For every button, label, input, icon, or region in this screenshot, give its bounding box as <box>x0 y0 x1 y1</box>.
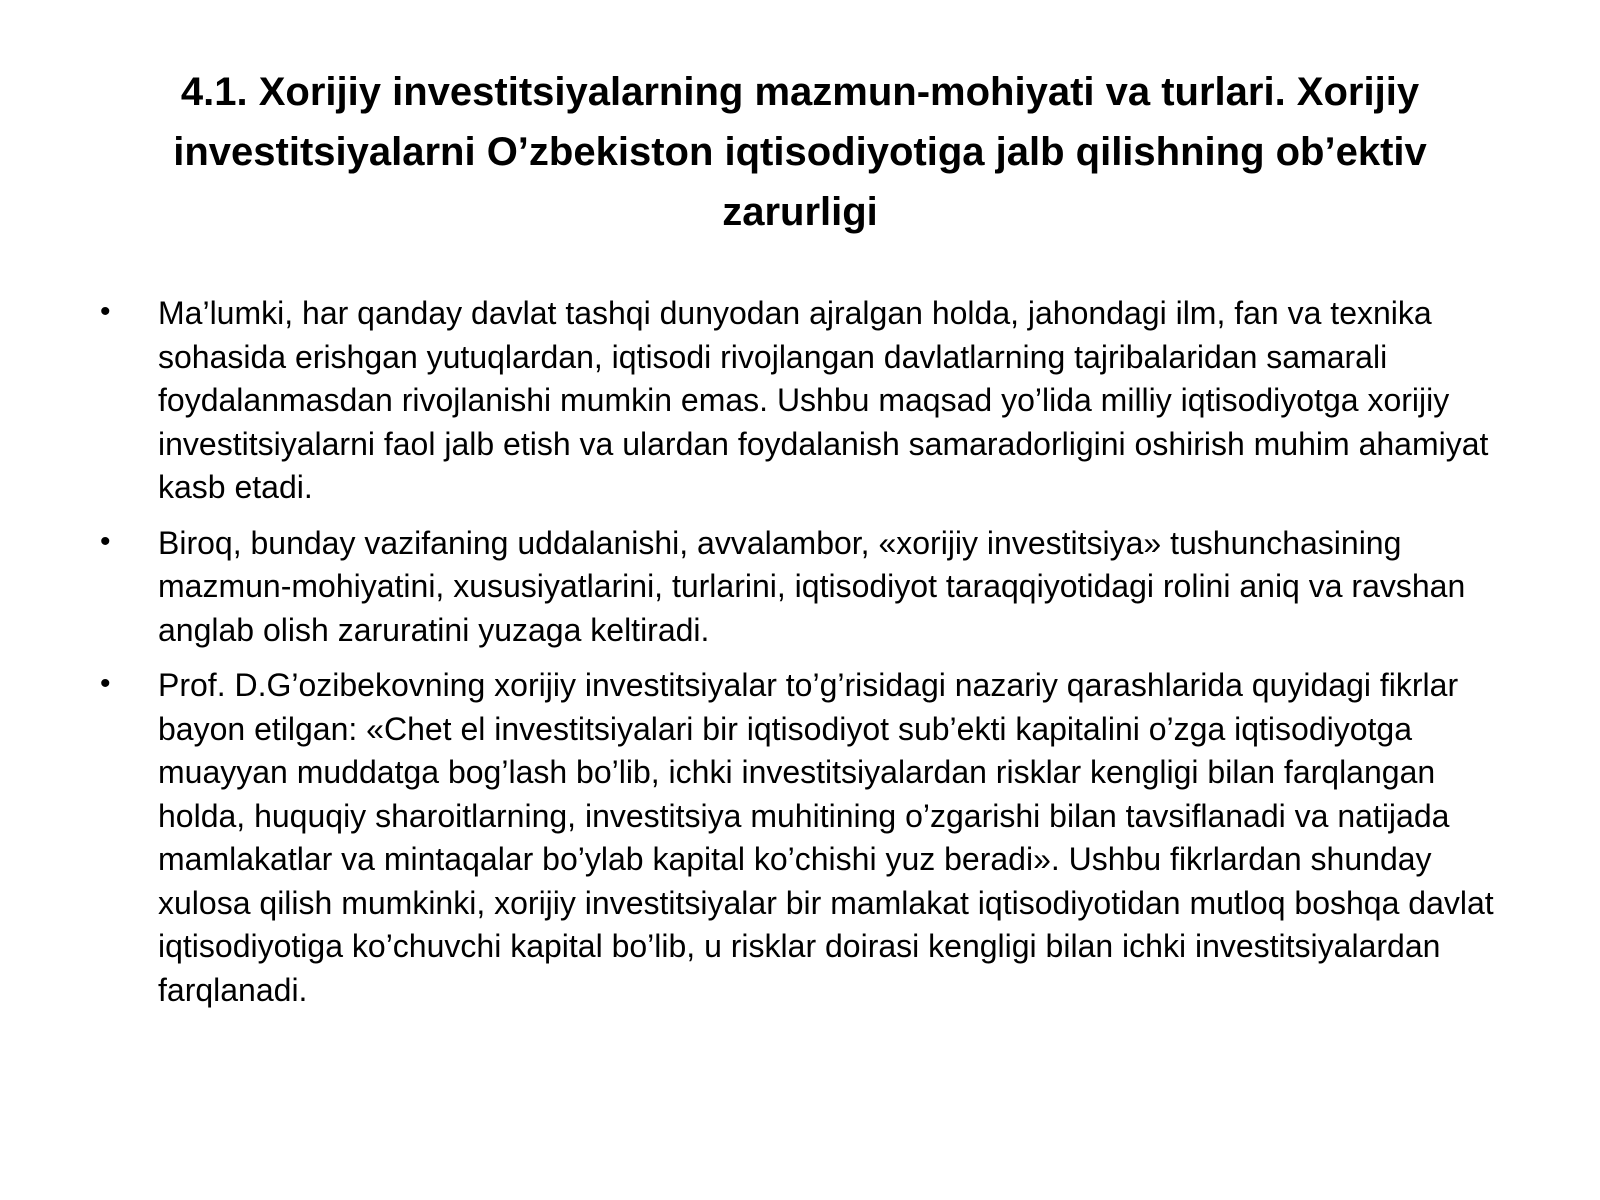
bullet-dot-icon: • <box>100 295 111 328</box>
bullet-item <box>100 292 1520 510</box>
bullet-text: Prof. D.G’ozibekovning xorijiy investitsiyalar to’g’risidagi nazariy qarashlarida quyidagi fikrlar bayon etilgan: «Chet el investitsiyalari bir iqtisodiyot sub’ekti kapitalini o’zga iqtisodiyotga muayyan muddatga bog’lash bo’lib, ichki investitsiyalardan risklar kengligi bilan farqlangan holda, huquqiy sharoitlarning, investitsiya muhitining o’zgarishi bilan tavsiflanadi va natijada mamlakatlar va mintaqalar bo’ylab kapital ko’chishi yuz beradi». Ushbu fikrlardan shunday xulosa qilish mumkinki, xorijiy investitsiyalar bir mamlakat iqtisodiyotidan mutloq boshqa davlat iqtisodiyotiga ko’chuvchi kapital bo’lib, u risklar doirasi kengligi bilan ichki investitsiyalardan farqlanadi. <box>158 667 1494 1008</box>
bullet-dot-icon: • <box>100 667 111 700</box>
slide-title: 4.1. Xorijiy investitsiyalarning mazmun-mohiyati va turlari. Xorijiy investitsiyalarni O’zbekiston iqtisodiyotiga jalb qilishning ob’ektiv zarurligi <box>173 70 1427 234</box>
bullet-list <box>100 292 1520 1024</box>
bullet-text: Ma’lumki, har qanday davlat tashqi dunyodan ajralgan holda, jahondagi ilm, fan va texnika sohasida erishgan yutuqlardan, iqtisodi rivojlangan davlatlarning tajribalaridan samarali foydalanmasdan rivojlanishi mumkin emas. Ushbu maqsad yo’lida milliy iqtisodiyotga xorijiy investitsiyalarni faol jalb etish va ulardan foydalanish samaradorligini oshirish muhim ahamiyat kasb etadi. <box>158 295 1489 505</box>
bullet-item <box>100 664 1520 1012</box>
bullet-text: Biroq, bunday vazifaning uddalanishi, avvalambor, «xorijiy investitsiya» tushunchasining mazmun-mohiyatini, xususiyatlarini, turlarini, iqtisodiyot taraqqiyotidagi rolini aniq va ravshan anglab olish zaruratini yuzaga keltiradi. <box>158 524 1466 648</box>
bullet-dot-icon: • <box>100 524 111 558</box>
bullet-item <box>100 522 1520 653</box>
